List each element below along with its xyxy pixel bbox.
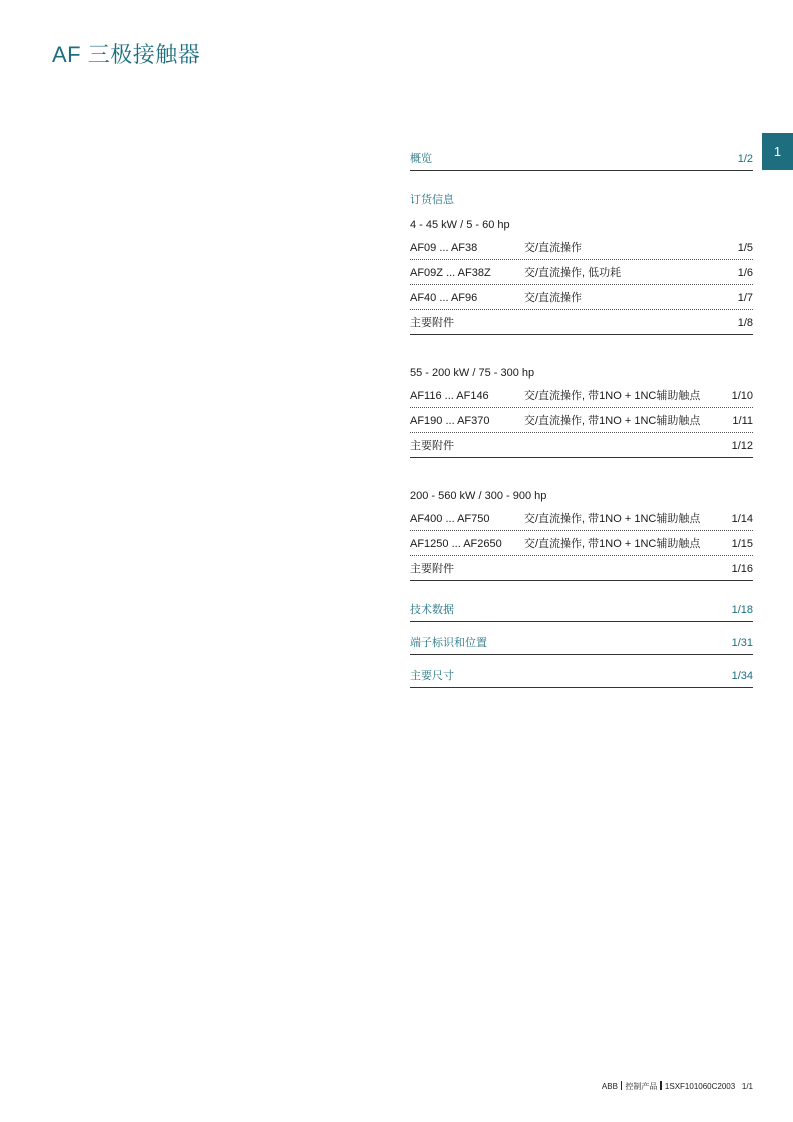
range-heading: 200 - 560 kW / 300 - 900 hp	[410, 490, 547, 502]
table-of-contents	[410, 146, 753, 688]
toc-row[interactable]	[410, 408, 753, 433]
toc-label: 概览	[410, 153, 432, 165]
page-title: AF 三极接触器	[52, 42, 201, 67]
model-range: AF190 ... AF370	[410, 415, 490, 427]
footer-separator	[660, 1081, 662, 1090]
toc-technical-data[interactable]	[410, 597, 753, 622]
range-heading: 55 - 200 kW / 75 - 300 hp	[410, 367, 535, 379]
toc-accessories[interactable]	[410, 556, 753, 581]
description: 交/直流操作	[524, 292, 583, 304]
model-range: AF400 ... AF750	[410, 513, 490, 525]
model-range: AF40 ... AF96	[410, 292, 478, 304]
toc-page: 1/12	[731, 440, 753, 452]
range-heading: 4 - 45 kW / 5 - 60 hp	[410, 219, 510, 231]
toc-dimensions[interactable]	[410, 663, 753, 688]
description: 交/直流操作, 带1NO + 1NC辅助触点	[524, 390, 701, 402]
toc-label: 主要尺寸	[410, 670, 454, 682]
toc-label: 技术数据	[410, 604, 454, 616]
toc-accessories[interactable]	[410, 433, 753, 458]
toc-page: 1/15	[731, 538, 753, 550]
model-range: AF1250 ... AF2650	[410, 538, 502, 550]
toc-page: 1/6	[737, 267, 753, 279]
chapter-tab[interactable]: 1	[762, 133, 793, 170]
toc-row[interactable]	[410, 260, 753, 285]
description: 交/直流操作, 低功耗	[524, 267, 622, 279]
toc-row[interactable]	[410, 235, 753, 260]
toc-page: 1/18	[731, 604, 753, 616]
model-range: AF09Z ... AF38Z	[410, 267, 491, 279]
ordering-heading: 订货信息	[410, 194, 454, 206]
toc-terminal-markings[interactable]	[410, 630, 753, 655]
page-footer	[602, 1081, 753, 1092]
toc-row[interactable]	[410, 285, 753, 310]
description: 交/直流操作, 带1NO + 1NC辅助触点	[524, 513, 701, 525]
toc-page: 1/10	[731, 390, 753, 402]
model-range: AF116 ... AF146	[410, 390, 489, 402]
toc-page: 1/5	[737, 242, 753, 254]
description: 交/直流操作, 带1NO + 1NC辅助触点	[524, 538, 701, 550]
toc-page: 1/11	[732, 415, 753, 427]
footer-page-number: 1/1	[741, 1082, 753, 1091]
toc-page: 1/14	[731, 513, 753, 525]
toc-row[interactable]	[410, 383, 753, 408]
toc-row[interactable]	[410, 531, 753, 556]
toc-page: 1/31	[731, 637, 753, 649]
toc-label: 主要附件	[410, 563, 454, 575]
toc-overview[interactable]	[410, 146, 753, 171]
footer-brand: ABB	[601, 1082, 618, 1091]
footer-separator	[621, 1081, 623, 1090]
model-range: AF09 ... AF38	[410, 242, 478, 254]
toc-accessories[interactable]	[410, 310, 753, 335]
toc-label: 主要附件	[410, 440, 454, 452]
footer-product: 控制产品	[625, 1082, 658, 1091]
footer-doc-number: 1SXF101060C2003	[664, 1082, 736, 1091]
toc-page: 1/34	[731, 670, 753, 682]
toc-page: 1/16	[731, 563, 753, 575]
toc-label: 端子标识和位置	[410, 637, 487, 649]
toc-label: 主要附件	[410, 317, 454, 329]
description: 交/直流操作, 带1NO + 1NC辅助触点	[524, 415, 701, 427]
toc-page: 1/8	[737, 317, 753, 329]
toc-row[interactable]	[410, 506, 753, 531]
toc-page: 1/7	[737, 292, 753, 304]
toc-page: 1/2	[737, 153, 753, 165]
description: 交/直流操作	[524, 242, 583, 254]
